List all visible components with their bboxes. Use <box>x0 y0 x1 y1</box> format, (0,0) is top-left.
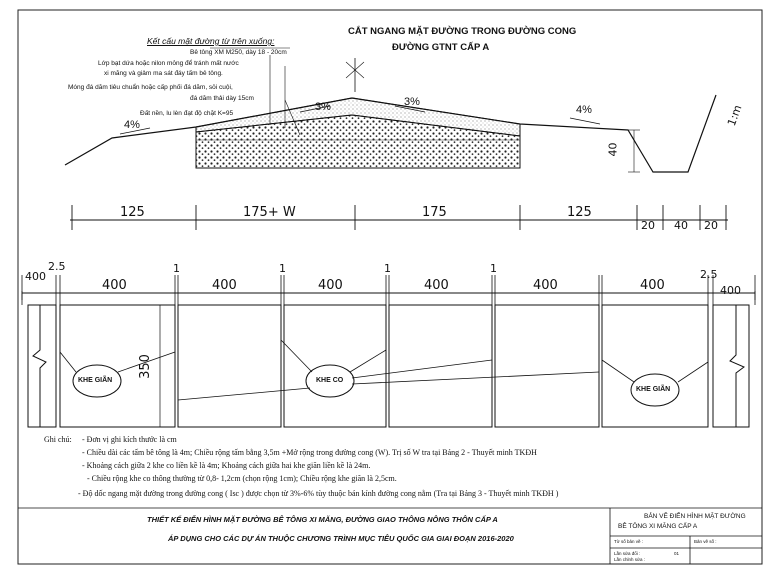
note-5: - Độ dốc ngang mặt đường trong đường cong ( Isc ) được chọn từ 3%-6% tùy thuộc bán kính đường cong nằm (Tra tại Bảng 3 - Thuyết minh TKĐH ) <box>78 489 559 498</box>
slab-height-dim: 350 <box>137 354 153 379</box>
edit-label: Lần chỉnh sửa : <box>614 557 646 562</box>
note-3: - Khoảng cách giữa 2 khe co liền kề là 4m; Khoảng cách giữa hai khe giãn liền kề là 24m. <box>82 461 371 470</box>
note-1: - Đơn vị ghi kích thước là cm <box>82 435 177 444</box>
slope-left-outer: 4% <box>124 119 140 131</box>
plan-dim-9: 400 <box>424 278 449 293</box>
legend-item-2: Lớp bạt dứa hoặc nilon mỏng để tránh mất nước <box>98 60 239 67</box>
width-5: 20 <box>641 219 655 232</box>
slab-2 <box>60 305 175 427</box>
slab-8 <box>713 305 749 427</box>
legend-item-6: Đất nền, lu lèn đạt độ chặt K=95 <box>140 110 234 117</box>
drawing-title-line2: ĐƯỜNG GTNT CẤP A <box>392 42 490 53</box>
plan-dim-2: 2.5 <box>48 260 66 273</box>
sheet-number-label: Tờ số bản vẽ : <box>614 539 643 544</box>
plan-dim-10: 1 <box>490 262 497 275</box>
legend-item-4: Móng đá dăm tiêu chuẩn hoặc cấp phối đá dăm, sỏi cuội, <box>68 84 233 91</box>
width-6: 40 <box>674 219 688 232</box>
legend-item-1: Bê tông XM M250, dày 18 - 20cm <box>190 49 287 56</box>
slab-7 <box>602 305 708 427</box>
slope-right-inner: 3% <box>404 96 420 108</box>
block-title-2: BÊ TÔNG XI MĂNG CẤP A <box>618 523 698 530</box>
legend-item-3: xi măng và giảm ma sát đáy tấm bê tông. <box>104 70 223 77</box>
plan-dim-13: 400 <box>640 278 665 293</box>
note-2: - Chiều dài các tấm bê tông là 4m; Chiều rộng tấm bằng 3,5m +Mở rộng trong đường cong (W). Trị số W tra tại Bảng 2 - Thuyết minh TKĐH <box>82 448 537 457</box>
cross-section-dims <box>70 205 728 230</box>
slope-right-outer: 4% <box>576 104 592 116</box>
plan-dim-3: 400 <box>102 278 127 293</box>
width-4: 125 <box>567 205 592 220</box>
plan-dim-8: 1 <box>384 262 391 275</box>
plan-dim-14: 400 <box>720 284 741 297</box>
legend-heading: Kết cấu mặt đường từ trên xuống: <box>147 36 275 46</box>
ditch-depth-label: 40 <box>606 142 620 157</box>
notes-label: Ghi chú: <box>44 435 72 444</box>
footer-title-1: THIẾT KẾ ĐIỂN HÌNH MẶT ĐƯỜNG BÊ TÔNG XI MĂNG, ĐƯỜNG GIAO THÔNG NÔNG THÔN CẤP A <box>147 515 498 524</box>
width-3: 175 <box>422 205 447 220</box>
block-title-1: BẢN VẼ ĐIỂN HÌNH MẶT ĐƯỜNG <box>644 513 746 520</box>
ditch-slope-label: 1:m <box>724 103 745 128</box>
width-1: 125 <box>120 205 145 220</box>
width-7: 20 <box>704 219 718 232</box>
plan-view <box>22 275 755 427</box>
footer-title-2: ÁP DỤNG CHO CÁC DỰ ÁN THUỘC CHƯƠNG TRÌNH MỤC TIÊU QUỐC GIA GIAI ĐOẠN 2016-2020 <box>168 534 514 543</box>
khe-co-label: KHE CO <box>316 377 344 384</box>
slab-5 <box>389 305 492 427</box>
note-4: - Chiều rộng khe co thông thường từ 0,8- 1,2cm (chọn rộng 1cm); Chiều rộng khe giãn là 2,5cm. <box>87 474 397 483</box>
plan-dim-1: 400 <box>25 270 46 283</box>
drawing-number-label: Bản vẽ số : <box>694 539 717 544</box>
slab-3 <box>178 305 281 427</box>
slab-6 <box>495 305 599 427</box>
khe-gian-left-label: KHE GIÃN <box>78 377 113 384</box>
plan-dim-5: 400 <box>212 278 237 293</box>
plan-dim-4: 1 <box>173 262 180 275</box>
drawing-title-line1: CẮT NGANG MẶT ĐƯỜNG TRONG ĐƯỜNG CONG <box>348 26 577 37</box>
revision-label: Lần sửa đổi : <box>614 551 641 556</box>
width-2: 175+ W <box>243 205 296 220</box>
slope-left-inner: 3% <box>315 101 331 113</box>
slab-4 <box>284 305 386 427</box>
plan-dim-6: 1 <box>279 262 286 275</box>
plan-dim-7: 400 <box>318 278 343 293</box>
legend-item-5: đá dăm thải dày 15cm <box>190 95 254 102</box>
revision-value: 01 <box>674 551 680 556</box>
plan-dim-12: 2.5 <box>700 268 718 281</box>
plan-dim-11: 400 <box>533 278 558 293</box>
khe-gian-right-label: KHE GIÃN <box>636 386 671 393</box>
